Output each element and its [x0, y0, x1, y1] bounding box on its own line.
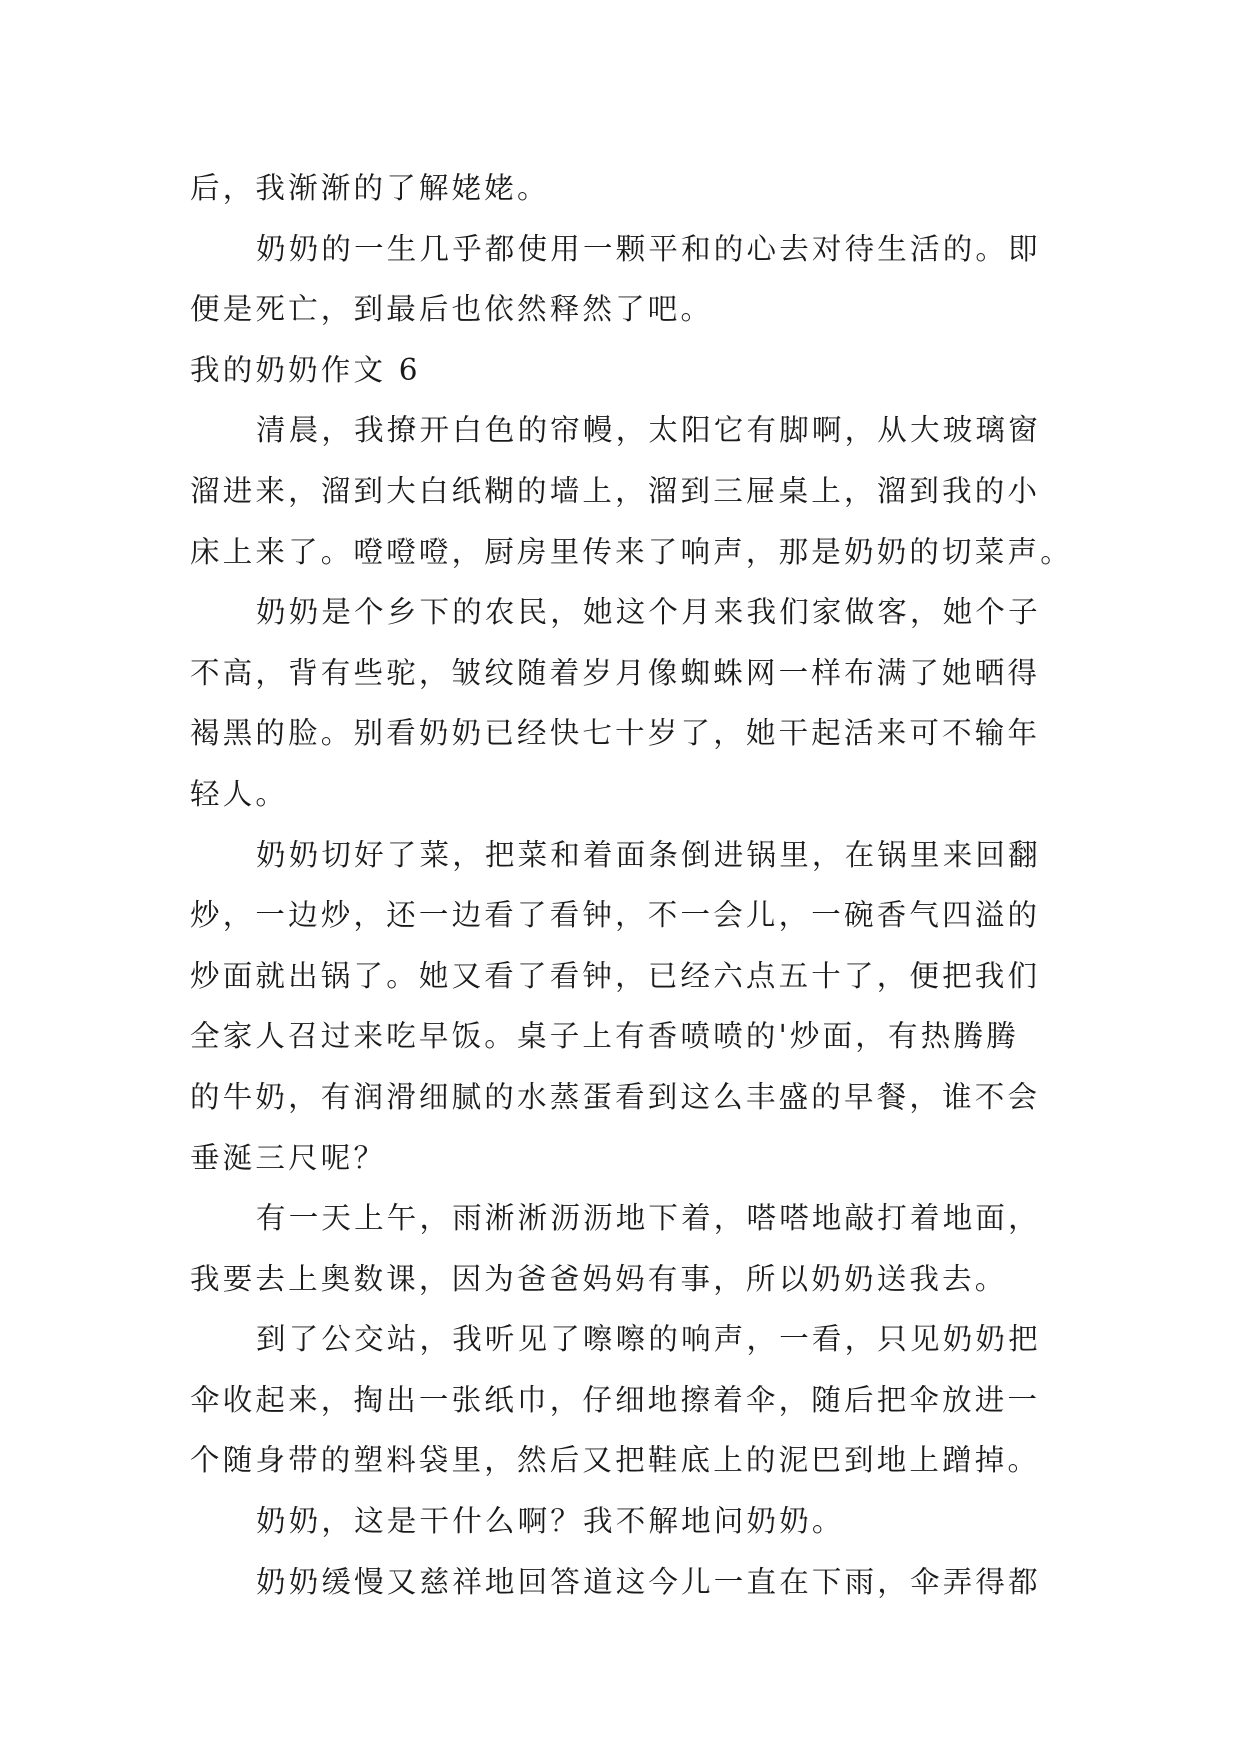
text-line: 不高，背有些驼，皱纹随着岁月像蜘蛛网一样布满了她晒得	[190, 655, 1041, 690]
text-line: 有一天上午，雨淅淅沥沥地下着，嗒嗒地敲打着地面，	[256, 1201, 1041, 1236]
text-line: 到了公交站，我听见了嚓嚓的响声，一看，只见奶奶把	[256, 1322, 1041, 1357]
text-line: 奶奶的一生几乎都使用一颗平和的心去对待生活的。即	[256, 231, 1041, 266]
text-line: 炒面就出锅了。她又看了看钟，已经六点五十了，便把我们	[190, 958, 1041, 993]
text-line: 炒，一边炒，还一边看了看钟，不一会儿，一碗香气四溢的	[190, 898, 1041, 933]
text-line: 全家人召过来吃早饭。桌子上有香喷喷的'炒面，有热腾腾	[190, 1019, 1019, 1054]
text-line: 我要去上奥数课，因为爸爸妈妈有事，所以奶奶送我去。	[190, 1261, 1008, 1296]
text-line: 的牛奶，有润滑细腻的水蒸蛋看到这么丰盛的早餐，谁不会	[190, 1079, 1041, 1114]
text-line: 后，我渐渐的了解姥姥。	[190, 171, 550, 205]
text-line: 便是死亡，到最后也依然释然了吧。	[190, 292, 714, 327]
essay-body	[190, 158, 1073, 1612]
text-line: 清晨，我撩开白色的帘幔，太阳它有脚啊，从大玻璃窗	[256, 413, 1041, 448]
section-heading: 我的奶奶作文 6	[190, 352, 421, 387]
text-line: 奶奶是个乡下的农民，她这个月来我们家做客，她个子	[256, 595, 1041, 630]
text-line: 床上来了。噔噔噔，厨房里传来了响声，那是奶奶的切菜声。	[190, 534, 1073, 569]
text-line: 奶奶缓慢又慈祥地回答道这今儿一直在下雨，伞弄得都	[256, 1564, 1041, 1599]
text-line: 溜进来，溜到大白纸糊的墙上，溜到三屉桌上，溜到我的小	[190, 473, 1041, 508]
text-line: 个随身带的塑料袋里，然后又把鞋底上的泥巴到地上蹭掉。	[190, 1443, 1041, 1478]
text-line: 奶奶切好了菜，把菜和着面条倒进锅里，在锅里来回翻	[256, 837, 1041, 872]
text-line: 奶奶，这是干什么啊？我不解地问奶奶。	[256, 1504, 845, 1539]
text-line: 垂涎三尺呢？	[190, 1140, 387, 1175]
text-line: 轻人。	[190, 776, 289, 811]
text-line: 伞收起来，掏出一张纸巾，仔细地擦着伞，随后把伞放进一	[190, 1382, 1041, 1417]
text-line: 褐黑的脸。别看奶奶已经快七十岁了，她干起活来可不输年	[190, 716, 1041, 751]
